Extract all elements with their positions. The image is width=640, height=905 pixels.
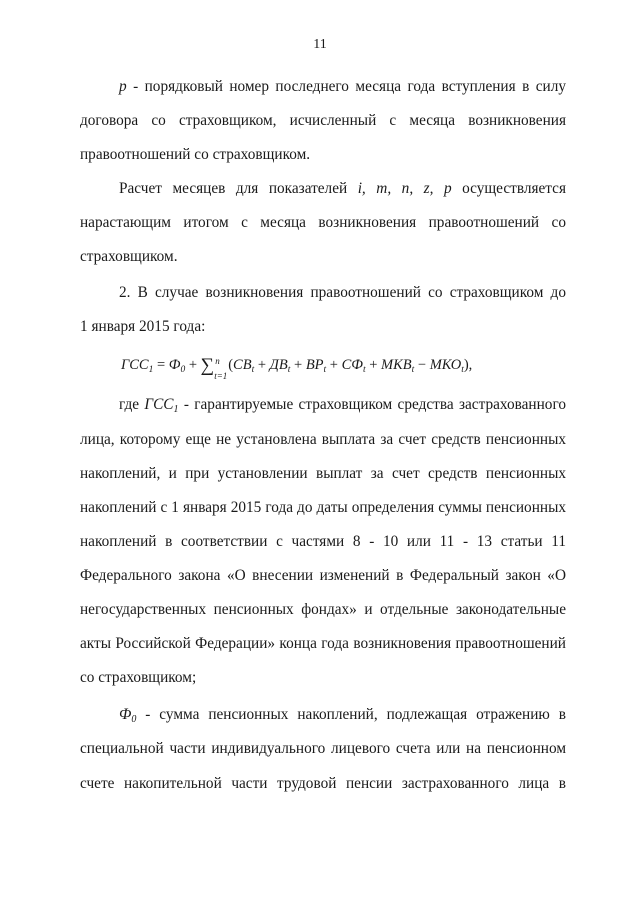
paragraph-line: акты Российской Федерации» конца года возникновения правоотношений bbox=[80, 635, 566, 652]
paragraph-line: договора со страховщиком, исчисленный с месяца возникновения bbox=[80, 112, 566, 129]
paragraph-line: негосударственных пенсионных фондах» и отдельные законодательные bbox=[80, 601, 566, 618]
paragraph-line: 2. В случае возникновения правоотношений со страховщиком до bbox=[119, 284, 566, 301]
paragraph-line: накоплений, и при установлении выплат за счет средств пенсионных bbox=[80, 465, 566, 482]
paragraph-line: со страховщиком; bbox=[80, 669, 197, 686]
paragraph-line: p - порядковый номер последнего месяца года вступления в силу bbox=[119, 78, 566, 95]
paragraph-line: 1 января 2015 года: bbox=[80, 318, 206, 335]
paragraph-line: Расчет месяцев для показателей i, m, n, z, p осуществляется bbox=[119, 180, 566, 197]
formula-gss1: $ГСС_1 = Ф_0$ + ∑ n t=1 $(СВ_t + ДВ_t + ВР_t + СФ_t + МКВ_t - МКО_t)$, bbox=[121, 355, 473, 381]
paragraph-line: накоплений в соответствии с частями 8 - 10 или 11 - 13 статьи 11 bbox=[80, 533, 566, 550]
paragraph-line: Федерального закона «О внесении изменений в Федеральный закон «О bbox=[80, 567, 566, 584]
sigma-symbol: ∑ bbox=[200, 355, 215, 376]
paragraph-line: страховщиком. bbox=[80, 248, 178, 265]
paragraph-line: счете накопительной части трудовой пенсии застрахованного лица в bbox=[80, 775, 566, 792]
paragraph-line: специальной части индивидуального лицевого счета или на пенсионном bbox=[80, 740, 566, 757]
paragraph-line: правоотношений со страховщиком. bbox=[80, 146, 311, 163]
paragraph-line: нарастающим итогом с месяца возникновения правоотношений со bbox=[80, 214, 566, 231]
paragraph-line: накоплений с 1 января 2015 года до даты определения суммы пенсионных bbox=[80, 499, 566, 516]
page-number: 11 bbox=[313, 37, 327, 52]
paragraph-line: где ГСС1 - гарантируемые страховщиком средства застрахованного bbox=[119, 396, 566, 415]
paragraph-line: лица, которому еще не установлена выплата за счет средств пенсионных bbox=[80, 431, 566, 448]
paragraph-line: Ф0 - сумма пенсионных накоплений, подлежащая отражению в bbox=[119, 706, 566, 725]
